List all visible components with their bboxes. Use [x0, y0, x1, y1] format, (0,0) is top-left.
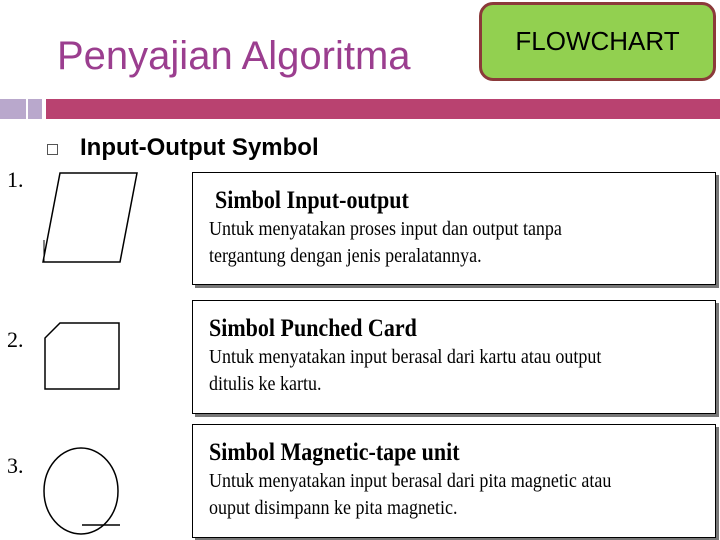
symbol-card-2: [192, 300, 716, 414]
bullet-square-icon: [47, 144, 58, 155]
symbol-desc-2-line1: Untuk menyatakan input berasal dari kartu atau output: [209, 346, 602, 368]
symbol-desc-3-line2: ouput disimpann ke pita magnetic.: [209, 497, 458, 519]
symbol-title-1: Simbol Input-output: [215, 187, 409, 214]
magnetic-tape-icon: [40, 445, 130, 537]
flowchart-badge: FLOWCHART: [479, 2, 716, 81]
symbol-number-3: 3.: [7, 453, 24, 478]
symbol-card-1: [192, 172, 716, 285]
symbol-desc-3-line1: Untuk menyatakan input berasal dari pita magnetic atau: [209, 470, 612, 492]
header-bar-accent: [0, 99, 26, 119]
symbol-title-3: Simbol Magnetic-tape unit: [209, 439, 460, 466]
header-bar-accent-2: [28, 99, 42, 119]
symbol-desc-2-line2: ditulis ke kartu.: [209, 373, 322, 395]
header-bar: [46, 99, 720, 119]
section-heading: Input-Output Symbol: [80, 134, 319, 161]
page-title: Penyajian Algoritma: [57, 34, 411, 78]
symbol-number-2: 2.: [7, 327, 24, 352]
symbol-card-3: [192, 424, 716, 538]
symbol-desc-1-line2: tergantung dengan jenis peralatannya.: [209, 245, 482, 267]
parallelogram-icon: [40, 170, 140, 265]
punched-card-icon: [42, 320, 122, 392]
symbol-number-1: 1.: [7, 167, 24, 192]
symbol-title-2: Simbol Punched Card: [209, 315, 417, 342]
symbol-desc-1-line1: Untuk menyatakan proses input dan output tanpa: [209, 218, 562, 240]
